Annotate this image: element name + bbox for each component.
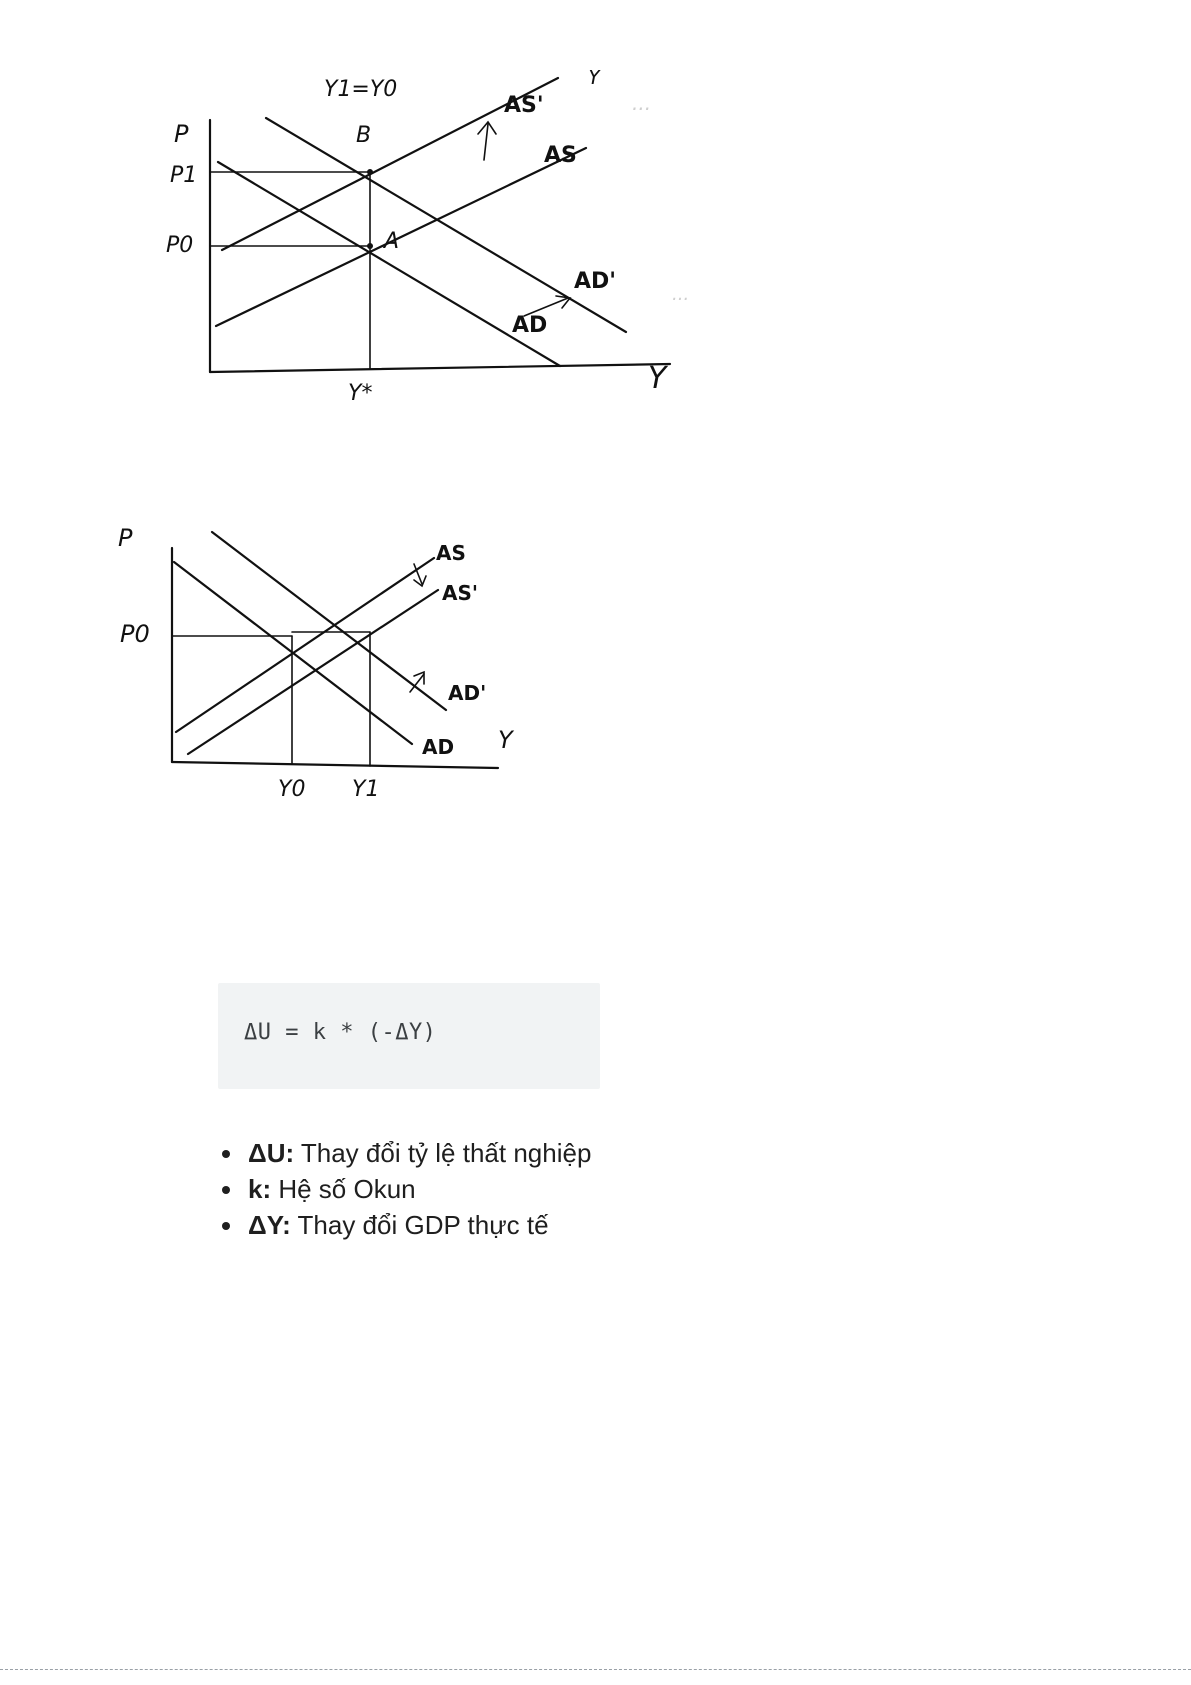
as-label: AS xyxy=(544,143,577,168)
p-axis-label: P xyxy=(174,120,189,148)
ad-curve xyxy=(218,162,560,366)
point-a-dot xyxy=(367,243,373,249)
page-footer-divider xyxy=(0,1669,1191,1670)
ad-as-diagram-2-svg xyxy=(112,524,602,816)
y-axis-line-2 xyxy=(172,762,498,768)
as-curve-2 xyxy=(176,558,434,732)
y-star-label: Y* xyxy=(348,381,373,406)
ad-as-diagram-1-svg xyxy=(112,70,752,420)
point-b-label: B xyxy=(356,123,372,148)
top-y-label: Y xyxy=(588,70,601,89)
p-axis-label-2: P xyxy=(118,524,133,552)
definition-term: ΔU: xyxy=(248,1138,295,1168)
as-shift-arrow xyxy=(484,124,488,160)
y1-label: Y1 xyxy=(352,777,380,802)
definition-text: Thay đổi GDP thực tế xyxy=(290,1210,549,1240)
p0-label: P0 xyxy=(166,233,194,258)
ad-label-2: AD xyxy=(422,735,455,759)
definitions-list xyxy=(218,1135,591,1243)
y-axis-label-2: Y xyxy=(498,726,513,754)
formula-code-text: ΔU = k * (-ΔY) xyxy=(244,1020,437,1045)
as-prime-label-2: AS' xyxy=(442,581,479,605)
ad-as-diagram-1 xyxy=(112,70,752,420)
definition-term: ΔY: xyxy=(248,1210,291,1240)
as-prime-label: AS' xyxy=(504,93,544,118)
point-a-label: A xyxy=(384,229,400,254)
list-item xyxy=(218,1135,591,1171)
svg-text:...: ... xyxy=(632,91,652,115)
p0-label-2: P0 xyxy=(120,620,150,648)
y-axis-label: Y xyxy=(648,361,667,396)
ad-curve-2 xyxy=(174,562,412,744)
ad-prime-label: AD' xyxy=(574,269,617,294)
definition-text: Hệ số Okun xyxy=(271,1174,416,1204)
ad-as-diagram-2 xyxy=(112,524,602,816)
svg-text:...: ... xyxy=(672,284,690,305)
definition-term: k: xyxy=(248,1174,272,1204)
ad-up-arrowhead xyxy=(414,672,424,684)
definition-text: Thay đổi tỷ lệ thất nghiệp xyxy=(294,1138,592,1168)
ad-prime-label-2: AD' xyxy=(448,681,487,705)
list-item xyxy=(218,1207,591,1243)
y-axis-line xyxy=(210,364,670,372)
p1-label: P1 xyxy=(170,163,198,188)
top-note-label: Y1=Y0 xyxy=(324,77,398,102)
as-prime-curve-2 xyxy=(188,590,438,754)
point-b-dot xyxy=(367,169,373,175)
as-curve xyxy=(216,148,586,326)
formula-code-block xyxy=(218,983,600,1089)
y0-label: Y0 xyxy=(278,777,306,802)
list-item xyxy=(218,1171,591,1207)
ad-label: AD xyxy=(512,313,548,338)
as-label-2: AS xyxy=(436,541,466,565)
